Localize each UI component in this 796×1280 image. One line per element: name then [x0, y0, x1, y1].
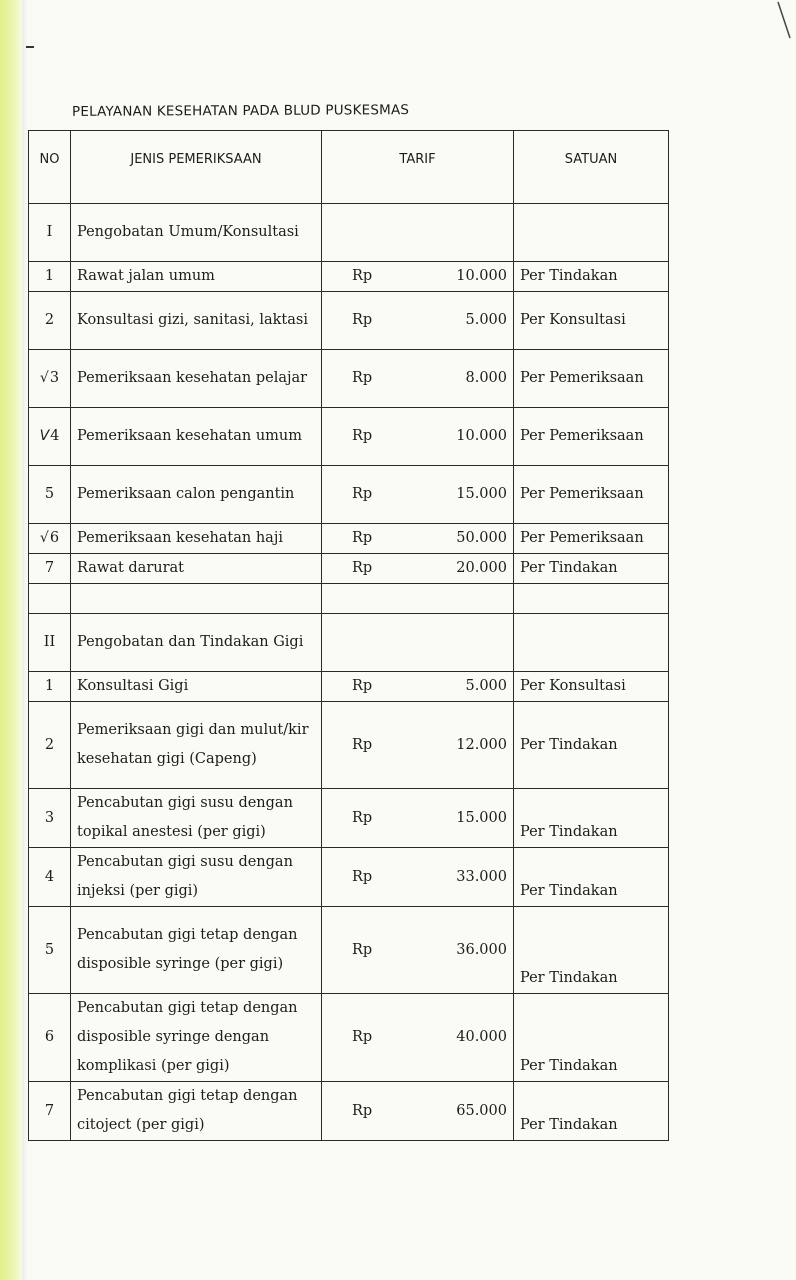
row-service-name [71, 672, 322, 702]
row-number-text: 6 [49, 530, 60, 546]
currency-label: Rp [352, 560, 373, 576]
currency-label: Rp [352, 1029, 373, 1045]
row-service-name [71, 554, 322, 584]
table-row [29, 672, 669, 702]
blank-cell [514, 584, 669, 614]
row-tarif [322, 524, 514, 554]
section-number: I [29, 204, 71, 262]
tarif-wrap [328, 731, 507, 760]
row-number [29, 994, 71, 1082]
currency-label: Rp [352, 941, 373, 958]
tarif-amount: 36.000 [456, 941, 507, 958]
tarif-amount: 20.000 [456, 560, 507, 576]
section-number: II [29, 614, 71, 672]
row-tarif [322, 907, 514, 994]
tarif-amount: 12.000 [456, 736, 507, 753]
table-row [29, 702, 669, 789]
table-row [29, 789, 669, 848]
tarif-amount: 15.000 [456, 486, 507, 502]
row-number [29, 702, 71, 789]
row-number [29, 350, 71, 408]
row-number-text: 6 [44, 1029, 55, 1045]
header-unit: SATUAN [514, 131, 669, 204]
row-unit: Per Pemeriksaan [514, 524, 669, 554]
currency-label: Rp [352, 868, 373, 885]
header-tarif: TARIF [322, 131, 514, 204]
row-tarif [322, 408, 514, 466]
row-number-text: 1 [44, 268, 55, 284]
row-unit: Per Tindakan [514, 702, 669, 789]
service-name-text: Pencabutan gigi tetap dengan disposible syringe (per gigi) [77, 927, 298, 972]
section-title: Pengobatan dan Tindakan Gigi [71, 614, 322, 672]
tarif-amount: 65.000 [456, 1102, 507, 1119]
service-name-text: Pemeriksaan gigi dan mulut/kir kesehatan gigi (Capeng) [77, 722, 309, 767]
row-unit: Per Tindakan [514, 1082, 669, 1141]
row-number-text: 7 [44, 1102, 55, 1119]
tarif-wrap [328, 1097, 507, 1126]
tarif-wrap [328, 262, 507, 291]
service-name-text: Pencabutan gigi susu dengan topikal anestesi (per gigi) [77, 795, 293, 840]
service-name-text: Pencabutan gigi tetap dengan citoject (per gigi) [77, 1088, 298, 1133]
row-unit: Per Konsultasi [514, 292, 669, 350]
row-unit: Per Tindakan [514, 848, 669, 907]
document-title: PELAYANAN KESEHATAN PADA BLUD PUSKESMAS [71, 102, 410, 120]
service-name-text: Pemeriksaan kesehatan haji [77, 530, 283, 546]
currency-label: Rp [352, 428, 373, 444]
row-service-name [71, 994, 322, 1082]
row-number [29, 554, 71, 584]
section-tarif-empty [322, 614, 514, 672]
row-number [29, 292, 71, 350]
row-number-text: 2 [44, 312, 55, 328]
tarif-wrap [328, 306, 507, 335]
tarif-amount: 10.000 [456, 428, 507, 444]
row-service-name [71, 907, 322, 994]
row-tarif [322, 554, 514, 584]
tarif-wrap [328, 524, 507, 553]
row-tarif [322, 994, 514, 1082]
row-unit: Per Pemeriksaan [514, 466, 669, 524]
row-service-name [71, 1082, 322, 1141]
row-number [29, 262, 71, 292]
tarif-wrap [328, 672, 507, 701]
tarif-amount: 50.000 [456, 530, 507, 546]
table-body [29, 204, 669, 1141]
tarif-wrap [328, 804, 507, 833]
row-tarif [322, 466, 514, 524]
row-number-text: 4 [50, 428, 60, 444]
row-unit: Per Tindakan [514, 262, 669, 292]
row-unit: Per Tindakan [514, 994, 669, 1082]
row-number-text: 5 [44, 486, 55, 502]
tarif-wrap [328, 554, 507, 583]
tarif-amount: 15.000 [456, 809, 507, 826]
row-service-name [71, 292, 322, 350]
row-number [29, 466, 71, 524]
service-name-text: Pemeriksaan kesehatan umum [77, 428, 303, 444]
section-header-row [29, 614, 669, 672]
table-row [29, 350, 669, 408]
row-tarif [322, 848, 514, 907]
table-row [29, 554, 669, 584]
currency-label: Rp [352, 678, 373, 694]
row-service-name [71, 524, 322, 554]
tarif-wrap [328, 364, 507, 393]
row-number-text: 3 [44, 809, 55, 826]
handwritten-check-mark: √ [39, 370, 49, 386]
tarif-wrap [328, 936, 507, 965]
blank-cell [71, 584, 322, 614]
service-name-text: Konsultasi gizi, sanitasi, laktasi [77, 312, 308, 328]
row-service-name [71, 262, 322, 292]
tarif-wrap [328, 480, 507, 509]
row-number [29, 848, 71, 907]
section-unit-empty [514, 204, 669, 262]
tarif-amount: 5.000 [465, 312, 507, 328]
row-service-name [71, 408, 322, 466]
row-tarif [322, 789, 514, 848]
row-service-name [71, 848, 322, 907]
currency-label: Rp [352, 809, 373, 826]
service-name-text: Pemeriksaan kesehatan pelajar [77, 370, 308, 386]
row-number [29, 907, 71, 994]
currency-label: Rp [352, 370, 373, 386]
row-service-name [71, 702, 322, 789]
row-tarif [322, 350, 514, 408]
handwritten-check-mark: V [39, 428, 50, 444]
service-name-text: Rawat darurat [77, 560, 184, 576]
currency-label: Rp [352, 530, 373, 546]
service-name-text: Pencabutan gigi susu dengan injeksi (per gigi) [77, 854, 293, 899]
section-unit-empty [514, 614, 669, 672]
row-tarif [322, 1082, 514, 1141]
corner-fold-mark [776, 0, 794, 40]
tarif-wrap [328, 863, 507, 892]
header-name: JENIS PEMERIKSAAN [71, 131, 322, 204]
row-unit: Per Pemeriksaan [514, 350, 669, 408]
row-unit: Per Tindakan [514, 554, 669, 584]
scan-left-edge [0, 0, 22, 1280]
row-number-text: 1 [44, 678, 55, 694]
row-number [29, 524, 71, 554]
row-number-text: 4 [44, 868, 55, 885]
section-header-row [29, 204, 669, 262]
table-row [29, 408, 669, 466]
tarif-amount: 8.000 [465, 370, 507, 386]
table-row [29, 262, 669, 292]
tarif-amount: 40.000 [456, 1029, 507, 1045]
blank-cell [322, 584, 514, 614]
row-tarif [322, 292, 514, 350]
margin-tick-mark [26, 46, 34, 48]
service-name-text: Pencabutan gigi tetap dengan disposible syringe dengan komplikasi (per gigi) [77, 1000, 298, 1074]
handwritten-check-mark: √ [39, 530, 49, 546]
tarif-amount: 10.000 [456, 268, 507, 284]
table-row [29, 292, 669, 350]
row-number [29, 789, 71, 848]
table-row [29, 524, 669, 554]
section-title: Pengobatan Umum/Konsultasi [71, 204, 322, 262]
row-service-name [71, 789, 322, 848]
row-unit: Per Pemeriksaan [514, 408, 669, 466]
service-name-text: Pemeriksaan calon pengantin [77, 486, 295, 502]
tariff-table [28, 130, 669, 1141]
row-service-name [71, 466, 322, 524]
table-row [29, 1082, 669, 1141]
table-row [29, 907, 669, 994]
row-tarif [322, 702, 514, 789]
table-header-row [29, 131, 669, 204]
currency-label: Rp [352, 1102, 373, 1119]
row-tarif [322, 672, 514, 702]
row-number-text: 3 [49, 370, 60, 386]
currency-label: Rp [352, 736, 373, 753]
currency-label: Rp [352, 268, 373, 284]
section-tarif-empty [322, 204, 514, 262]
row-number [29, 1082, 71, 1141]
service-name-text: Konsultasi Gigi [77, 678, 189, 694]
currency-label: Rp [352, 486, 373, 502]
row-number [29, 408, 71, 466]
row-unit: Per Tindakan [514, 907, 669, 994]
row-number-text: 5 [44, 941, 55, 958]
blank-cell [29, 584, 71, 614]
row-unit: Per Konsultasi [514, 672, 669, 702]
table-row [29, 848, 669, 907]
table-row [29, 994, 669, 1082]
tarif-amount: 33.000 [456, 868, 507, 885]
row-number [29, 672, 71, 702]
row-number-text: 7 [44, 560, 55, 576]
service-name-text: Rawat jalan umum [77, 268, 215, 284]
row-number-text: 2 [44, 736, 55, 753]
currency-label: Rp [352, 312, 373, 328]
row-tarif [322, 262, 514, 292]
header-no: NO [29, 131, 71, 204]
blank-separator-row [29, 584, 669, 614]
tarif-wrap [328, 422, 507, 451]
table-row [29, 466, 669, 524]
tarif-amount: 5.000 [465, 678, 507, 694]
row-unit: Per Tindakan [514, 789, 669, 848]
tarif-wrap [328, 1023, 507, 1052]
row-service-name [71, 350, 322, 408]
